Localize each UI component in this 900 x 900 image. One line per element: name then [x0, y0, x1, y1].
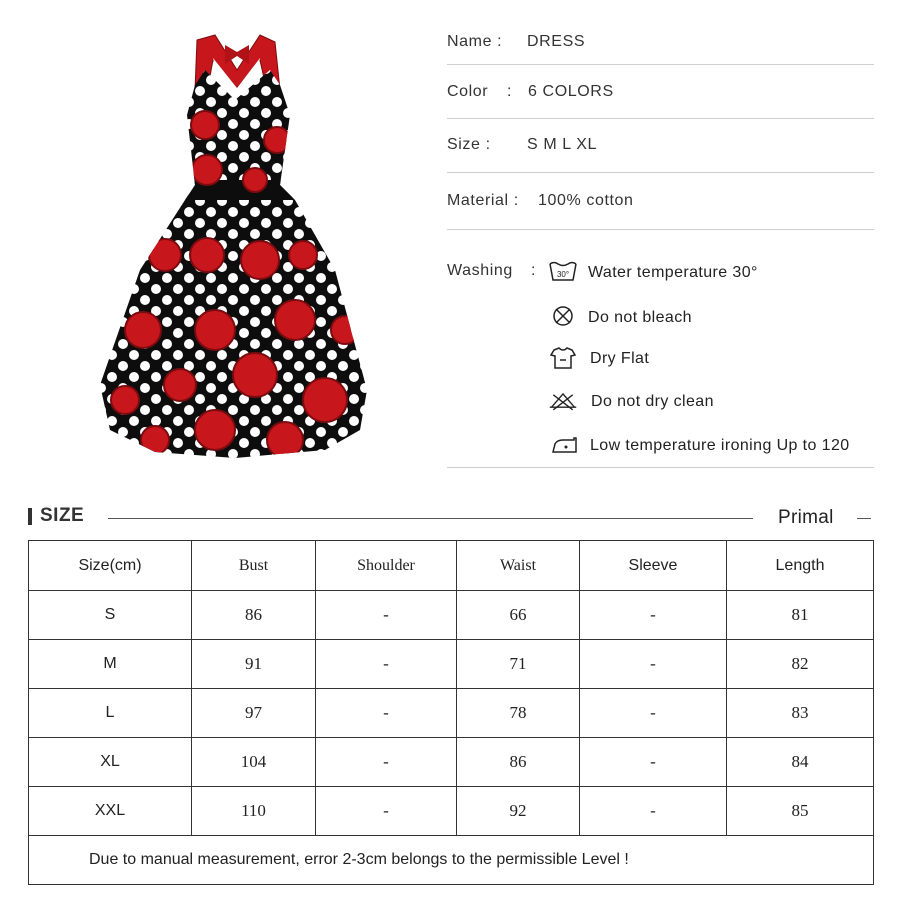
table-row [29, 787, 874, 836]
table-row [29, 738, 874, 787]
wash-item-text: Dry Flat [590, 350, 650, 367]
section-marker [28, 508, 32, 525]
col-header-sleeve: Sleeve [580, 541, 727, 591]
cell-shoulder: - [316, 591, 457, 640]
cell-shoulder: - [316, 787, 457, 836]
cell-shoulder: - [316, 640, 457, 689]
dress-image [95, 30, 375, 470]
spec-size-value: S M L XL [527, 136, 598, 153]
cell-bust: 86 [192, 591, 316, 640]
cell-shoulder: - [316, 738, 457, 787]
divider [447, 229, 874, 230]
spec-name-value: DRESS [527, 33, 586, 50]
spec-color-value: 6 COLORS [528, 83, 614, 100]
table-row [29, 640, 874, 689]
cell-size: M [29, 640, 192, 689]
cell-waist: 92 [457, 787, 580, 836]
cell-size: S [29, 591, 192, 640]
low-iron-icon [550, 433, 580, 457]
cell-length: 82 [727, 640, 874, 689]
spec-material-label: Material : [447, 192, 519, 209]
cell-waist: 86 [457, 738, 580, 787]
spec-washing-separator: : [531, 262, 537, 279]
cell-bust: 91 [192, 640, 316, 689]
spec-material-value: 100% cotton [538, 192, 634, 209]
brand-dash [857, 518, 871, 519]
table-note-row [29, 836, 874, 885]
cell-size: XXL [29, 787, 192, 836]
spec-color-separator: : [507, 83, 513, 100]
spec-color-label: Color [447, 83, 489, 100]
cell-length: 83 [727, 689, 874, 738]
divider [447, 118, 874, 119]
table-row [29, 591, 874, 640]
measurement-note: Due to manual measurement, error 2-3cm belongs to the permissible Level ! [29, 836, 874, 885]
wash-30-icon-text: 30° [556, 270, 570, 279]
col-header-shoulder: Shoulder [316, 541, 457, 591]
wash-item-text: Low temperature ironing Up to 120 [590, 437, 850, 454]
cell-waist: 78 [457, 689, 580, 738]
cell-size: XL [29, 738, 192, 787]
section-rule [108, 518, 753, 519]
cell-bust: 110 [192, 787, 316, 836]
cell-length: 85 [727, 787, 874, 836]
spec-washing-label: Washing [447, 262, 513, 279]
no-dry-clean-icon [548, 389, 578, 413]
cell-waist: 71 [457, 640, 580, 689]
spec-name-label: Name : [447, 33, 503, 50]
wash-item-text: Do not bleach [588, 309, 692, 326]
col-header-size: Size(cm) [29, 541, 192, 591]
wash-item-text: Do not dry clean [591, 393, 714, 410]
cell-bust: 97 [192, 689, 316, 738]
spec-size-label: Size : [447, 136, 491, 153]
dry-flat-icon [548, 346, 578, 370]
cell-sleeve: - [580, 640, 727, 689]
wash-item-text: Water temperature 30° [588, 264, 758, 281]
cell-bust: 104 [192, 738, 316, 787]
cell-sleeve: - [580, 787, 727, 836]
wash-30-icon [548, 260, 578, 284]
col-header-bust: Bust [192, 541, 316, 591]
cell-length: 84 [727, 738, 874, 787]
col-header-waist: Waist [457, 541, 580, 591]
cell-sleeve: - [580, 738, 727, 787]
table-row [29, 689, 874, 738]
col-header-length: Length [727, 541, 874, 591]
divider [447, 64, 874, 65]
divider [447, 467, 874, 468]
cell-sleeve: - [580, 689, 727, 738]
no-bleach-icon [548, 304, 578, 328]
table-header-row [29, 541, 874, 591]
cell-waist: 66 [457, 591, 580, 640]
brand-name: Primal [778, 507, 834, 528]
cell-sleeve: - [580, 591, 727, 640]
cell-length: 81 [727, 591, 874, 640]
cell-shoulder: - [316, 689, 457, 738]
divider [447, 172, 874, 173]
cell-size: L [29, 689, 192, 738]
section-title: SIZE [40, 505, 85, 526]
size-table [28, 540, 874, 885]
